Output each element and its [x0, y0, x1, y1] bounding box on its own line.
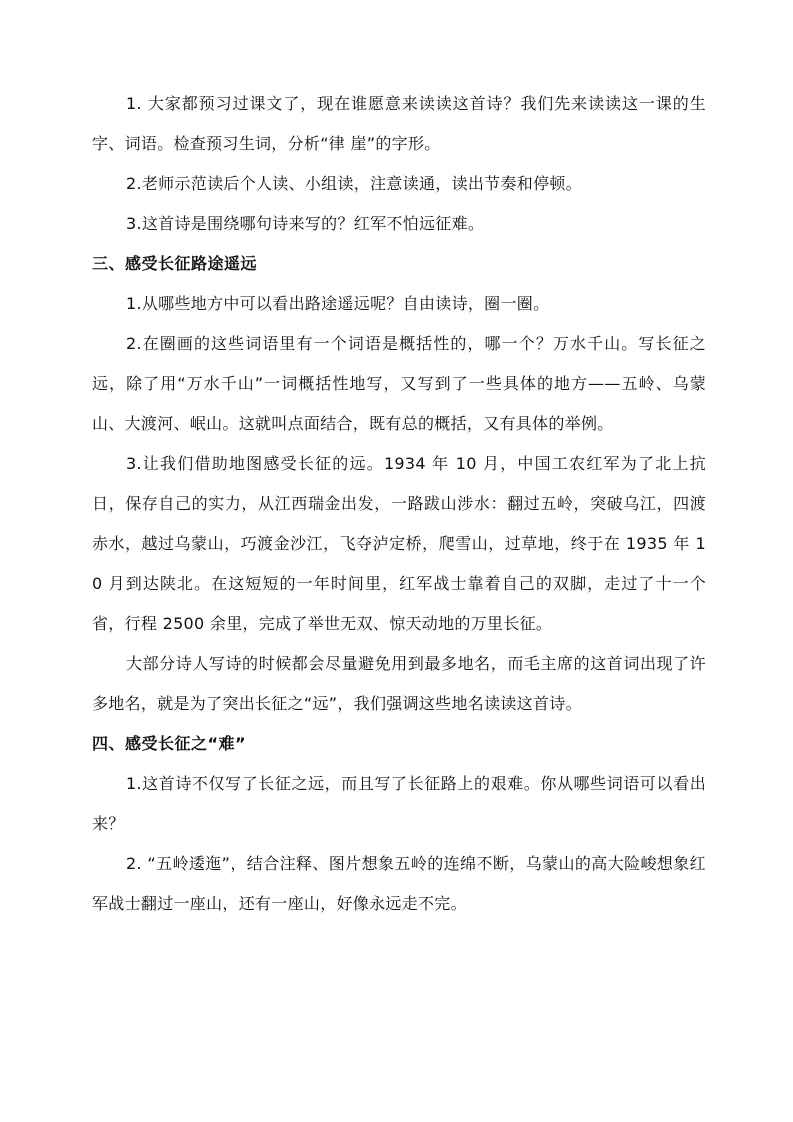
paragraph-find-distance: 1.从哪些地方中可以看出路途遥远呢？自由读诗，圈一圈。: [126, 294, 550, 313]
paragraph-hardship-words: 1.这首诗不仅写了长征之远，而且写了长征路上的艰难。你从哪些词语可以看出来？: [92, 774, 706, 833]
section-heading-hardship: 四、感受长征之“难”: [92, 734, 247, 753]
paragraph-map-history: 3.让我们借助地图感受长征的远。1934 年 10 月，中国工农红军为了北上抗日，保存自己的实力，从江西瑞金出发，一路跋山涉水：翻过五岭，突破乌江，四渡赤水，越过乌蒙山，巧渡金沙江，飞夺泸定桥，爬雪山，过草地，终于在 1935 年 10 月到达陕北。在这短短的一年时间里，红军战士靠着自己的双脚，走过了十一个省，行程 2500 余里，完成了举世无双、惊天动地的万里长征。: [92, 454, 706, 633]
paragraph-model-reading: 2.老师示范读后个人读、小组读，注意读通，读出节奏和停顿。: [126, 174, 582, 193]
paragraph-summary-word: 2.在圈画的这些词语里有一个词语是概括性的，哪一个？万水千山。写长征之远，除了用“万水千山”一词概括性地写，又写到了一些具体的地方——五岭、乌蒙山、大渡河、岷山。这就叫点面结合，既有总的概括，又有具体的举例。: [92, 334, 706, 433]
paragraph-preview-reading: 1. 大家都预习过课文了，现在谁愿意来读读这首诗？我们先来读读这一课的生字、词语。检查预习生词，分析“律 崖”的字形。: [92, 94, 706, 153]
section-heading-distance: 三、感受长征路途遥远: [92, 254, 258, 273]
paragraph-five-ridges: 2. “五岭逶迤”，结合注释、图片想象五岭的连绵不断，乌蒙山的高大险峻想象红军战士翻过一座山，还有一座山，好像永远走不完。: [92, 854, 706, 913]
paragraph-place-names: 大部分诗人写诗的时候都会尽量避免用到最多地名，而毛主席的这首词出现了许多地名，就是为了突出长征之“远”，我们强调这些地名读读这首诗。: [92, 654, 706, 713]
document-body: [92, 84, 706, 924]
paragraph-key-line: 3.这首诗是围绕哪句诗来写的？红军不怕远征难。: [126, 214, 485, 233]
